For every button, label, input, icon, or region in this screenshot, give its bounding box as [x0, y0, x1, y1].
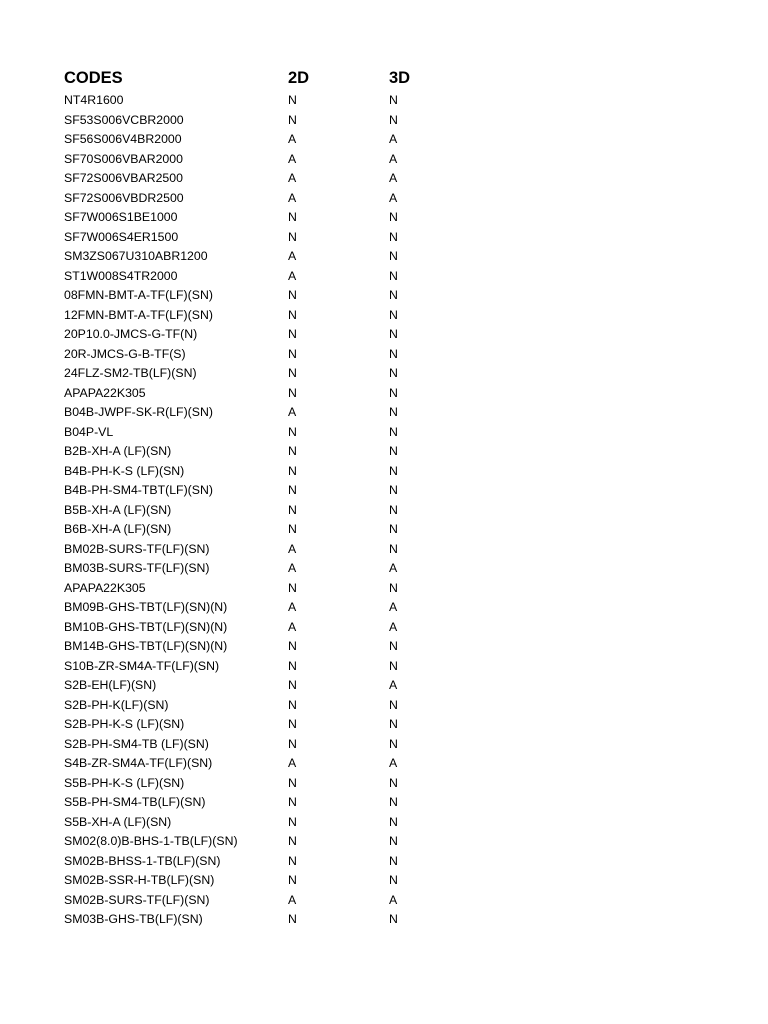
code-cell: 20P10.0-JMCS-G-TF(N) — [64, 327, 198, 341]
code-cell: S5B-PH-K-S (LF)(SN) — [64, 775, 185, 790]
cell-3d: N — [389, 268, 398, 283]
code-cell: 24FLZ-SM2-TB(LF)(SN) — [64, 366, 197, 380]
table-row — [64, 559, 664, 579]
code-cell: 08FMN-BMT-A-TF(LF)(SN) — [64, 288, 213, 302]
table-row — [64, 871, 664, 891]
code-cell: BM10B-GHS-TBT(LF)(SN)(N) — [64, 619, 228, 634]
cell-2d: N — [288, 444, 297, 458]
cell-3d: N — [389, 580, 398, 595]
cell-2d: A — [288, 561, 297, 575]
code-cell: SM02B-SSR-H-TB(LF)(SN) — [64, 873, 215, 887]
code-cell: B6B-XH-A (LF)(SN) — [64, 522, 172, 536]
code-cell: S2B-PH-SM4-TB (LF)(SN) — [64, 736, 209, 751]
cell-3d: A — [389, 561, 398, 575]
cell-3d: A — [389, 678, 398, 692]
table-row — [64, 618, 664, 638]
cell-3d: N — [389, 502, 398, 517]
cell-2d: N — [288, 366, 297, 380]
table-body — [64, 91, 664, 930]
cell-2d: A — [288, 249, 297, 263]
cell-2d: N — [288, 795, 297, 809]
cell-2d: A — [288, 405, 297, 419]
cell-3d: N — [389, 639, 398, 653]
code-cell: S4B-ZR-SM4A-TF(LF)(SN) — [64, 756, 213, 770]
code-cell: S5B-XH-A (LF)(SN) — [64, 814, 172, 829]
header-2d: 2D — [288, 69, 310, 87]
table-row — [64, 852, 664, 872]
table-row — [64, 130, 664, 150]
cell-3d: A — [389, 171, 398, 185]
cell-2d: A — [288, 151, 297, 166]
table-row — [64, 501, 664, 521]
header-3d: 3D — [389, 69, 411, 87]
table-row — [64, 403, 664, 423]
cell-2d: N — [288, 327, 297, 341]
cell-2d: N — [288, 697, 297, 712]
codes-table — [64, 66, 664, 930]
table-row — [64, 286, 664, 306]
cell-3d: N — [389, 210, 398, 224]
cell-3d: N — [389, 229, 398, 244]
cell-2d: N — [288, 210, 297, 224]
cell-2d: A — [288, 190, 297, 205]
code-cell: BM09B-GHS-TBT(LF)(SN)(N) — [64, 600, 228, 614]
cell-3d: N — [389, 366, 398, 380]
code-cell: SF53S006VCBR2000 — [64, 112, 184, 127]
table-row — [64, 676, 664, 696]
code-cell: B04B-JWPF-SK-R(LF)(SN) — [64, 405, 213, 419]
cell-3d: N — [389, 853, 398, 868]
cell-3d: A — [389, 756, 398, 770]
cell-3d: A — [389, 190, 398, 205]
code-cell: 20R-JMCS-G-B-TF(S) — [64, 346, 186, 361]
code-cell: NT4R1600 — [64, 93, 124, 107]
table-row — [64, 91, 664, 111]
cell-2d: A — [288, 892, 297, 907]
code-cell: APAPA22K305 — [64, 385, 146, 400]
table-row — [64, 657, 664, 677]
code-cell: SF7W006S4ER1500 — [64, 229, 179, 244]
cell-2d: N — [288, 873, 297, 887]
table-row — [64, 325, 664, 345]
cell-3d: N — [389, 346, 398, 361]
cell-2d: N — [288, 580, 297, 595]
cell-3d: N — [389, 307, 398, 322]
code-cell: 12FMN-BMT-A-TF(LF)(SN) — [64, 307, 213, 322]
cell-3d: N — [389, 717, 398, 731]
table-row — [64, 696, 664, 716]
cell-3d: A — [389, 892, 398, 907]
code-cell: S2B-PH-K(LF)(SN) — [64, 697, 169, 712]
cell-3d: A — [389, 132, 398, 146]
cell-3d: N — [389, 327, 398, 341]
table-row — [64, 813, 664, 833]
cell-3d: N — [389, 405, 398, 419]
code-cell: SF72S006VBAR2500 — [64, 171, 183, 185]
table-row — [64, 228, 664, 248]
table-header-row — [64, 66, 664, 91]
table-row — [64, 364, 664, 384]
header-codes: CODES — [64, 69, 123, 87]
cell-2d: N — [288, 502, 297, 517]
table-row — [64, 150, 664, 170]
cell-2d: A — [288, 756, 297, 770]
cell-2d: N — [288, 775, 297, 790]
code-cell: S2B-EH(LF)(SN) — [64, 678, 157, 692]
cell-2d: A — [288, 268, 297, 283]
code-cell: SM3ZS067U310ABR1200 — [64, 249, 208, 263]
cell-3d: N — [389, 483, 398, 497]
code-cell: BM02B-SURS-TF(LF)(SN) — [64, 541, 210, 556]
table-row — [64, 891, 664, 911]
table-row — [64, 793, 664, 813]
table-row — [64, 189, 664, 209]
table-row — [64, 481, 664, 501]
table-row — [64, 111, 664, 131]
cell-2d: A — [288, 600, 297, 614]
code-cell: SF56S006V4BR2000 — [64, 132, 182, 146]
cell-2d: N — [288, 834, 297, 848]
code-cell: ST1W008S4TR2000 — [64, 268, 178, 283]
cell-2d: A — [288, 132, 297, 146]
cell-2d: N — [288, 717, 297, 731]
code-cell: SM02(8.0)B-BHS-1-TB(LF)(SN) — [64, 834, 238, 848]
table-row — [64, 423, 664, 443]
code-cell: B04P-VL — [64, 424, 114, 439]
cell-3d: N — [389, 834, 398, 848]
cell-3d: N — [389, 736, 398, 751]
cell-2d: N — [288, 385, 297, 400]
cell-2d: N — [288, 463, 297, 478]
table-row — [64, 208, 664, 228]
code-cell: B5B-XH-A (LF)(SN) — [64, 502, 172, 517]
table-row — [64, 267, 664, 287]
cell-3d: N — [389, 814, 398, 829]
table-row — [64, 637, 664, 657]
cell-3d: N — [389, 912, 398, 926]
table-row — [64, 579, 664, 599]
code-cell: SM02B-BHSS-1-TB(LF)(SN) — [64, 853, 221, 868]
cell-3d: N — [389, 93, 398, 107]
table-row — [64, 832, 664, 852]
code-cell: SM03B-GHS-TB(LF)(SN) — [64, 912, 203, 926]
cell-2d: N — [288, 483, 297, 497]
cell-2d: N — [288, 288, 297, 302]
table-row — [64, 774, 664, 794]
cell-3d: N — [389, 385, 398, 400]
cell-2d: N — [288, 814, 297, 829]
cell-2d: A — [288, 541, 297, 556]
table-row — [64, 384, 664, 404]
cell-2d: N — [288, 853, 297, 868]
cell-3d: N — [389, 463, 398, 478]
code-cell: BM14B-GHS-TBT(LF)(SN)(N) — [64, 639, 228, 653]
table-row — [64, 345, 664, 365]
cell-3d: N — [389, 112, 398, 127]
code-cell: SF7W006S1BE1000 — [64, 210, 178, 224]
cell-3d: N — [389, 697, 398, 712]
code-cell: S10B-ZR-SM4A-TF(LF)(SN) — [64, 658, 220, 673]
table-row — [64, 754, 664, 774]
cell-3d: N — [389, 873, 398, 887]
code-cell: B4B-PH-K-S (LF)(SN) — [64, 463, 185, 478]
code-cell: SF72S006VBDR2500 — [64, 190, 184, 205]
table-row — [64, 169, 664, 189]
code-cell: SF70S006VBAR2000 — [64, 151, 183, 166]
cell-3d: N — [389, 658, 398, 673]
cell-3d: N — [389, 522, 398, 536]
cell-2d: N — [288, 346, 297, 361]
cell-3d: N — [389, 424, 398, 439]
cell-2d: N — [288, 307, 297, 322]
cell-3d: A — [389, 619, 398, 634]
cell-2d: N — [288, 424, 297, 439]
table-row — [64, 910, 664, 930]
cell-3d: N — [389, 795, 398, 809]
cell-2d: N — [288, 229, 297, 244]
code-cell: SM02B-SURS-TF(LF)(SN) — [64, 892, 210, 907]
cell-2d: N — [288, 912, 297, 926]
table-row — [64, 715, 664, 735]
cell-2d: N — [288, 658, 297, 673]
table-row — [64, 540, 664, 560]
cell-3d: N — [389, 288, 398, 302]
cell-2d: N — [288, 93, 297, 107]
cell-3d: N — [389, 775, 398, 790]
cell-2d: N — [288, 678, 297, 692]
cell-2d: A — [288, 619, 297, 634]
code-cell: S2B-PH-K-S (LF)(SN) — [64, 717, 185, 731]
cell-2d: N — [288, 639, 297, 653]
table-row — [64, 735, 664, 755]
code-cell: B4B-PH-SM4-TBT(LF)(SN) — [64, 483, 213, 497]
cell-3d: A — [389, 151, 398, 166]
table-row — [64, 462, 664, 482]
table-row — [64, 520, 664, 540]
table-row — [64, 598, 664, 618]
cell-3d: A — [389, 600, 398, 614]
cell-3d: N — [389, 541, 398, 556]
cell-2d: N — [288, 522, 297, 536]
cell-3d: N — [389, 444, 398, 458]
code-cell: B2B-XH-A (LF)(SN) — [64, 444, 172, 458]
code-cell: BM03B-SURS-TF(LF)(SN) — [64, 561, 210, 575]
table-row — [64, 306, 664, 326]
cell-2d: A — [288, 171, 297, 185]
table-row — [64, 442, 664, 462]
cell-3d: N — [389, 249, 398, 263]
code-cell: S5B-PH-SM4-TB(LF)(SN) — [64, 795, 206, 809]
code-cell: APAPA22K305 — [64, 580, 146, 595]
cell-2d: N — [288, 112, 297, 127]
table-row — [64, 247, 664, 267]
cell-2d: N — [288, 736, 297, 751]
